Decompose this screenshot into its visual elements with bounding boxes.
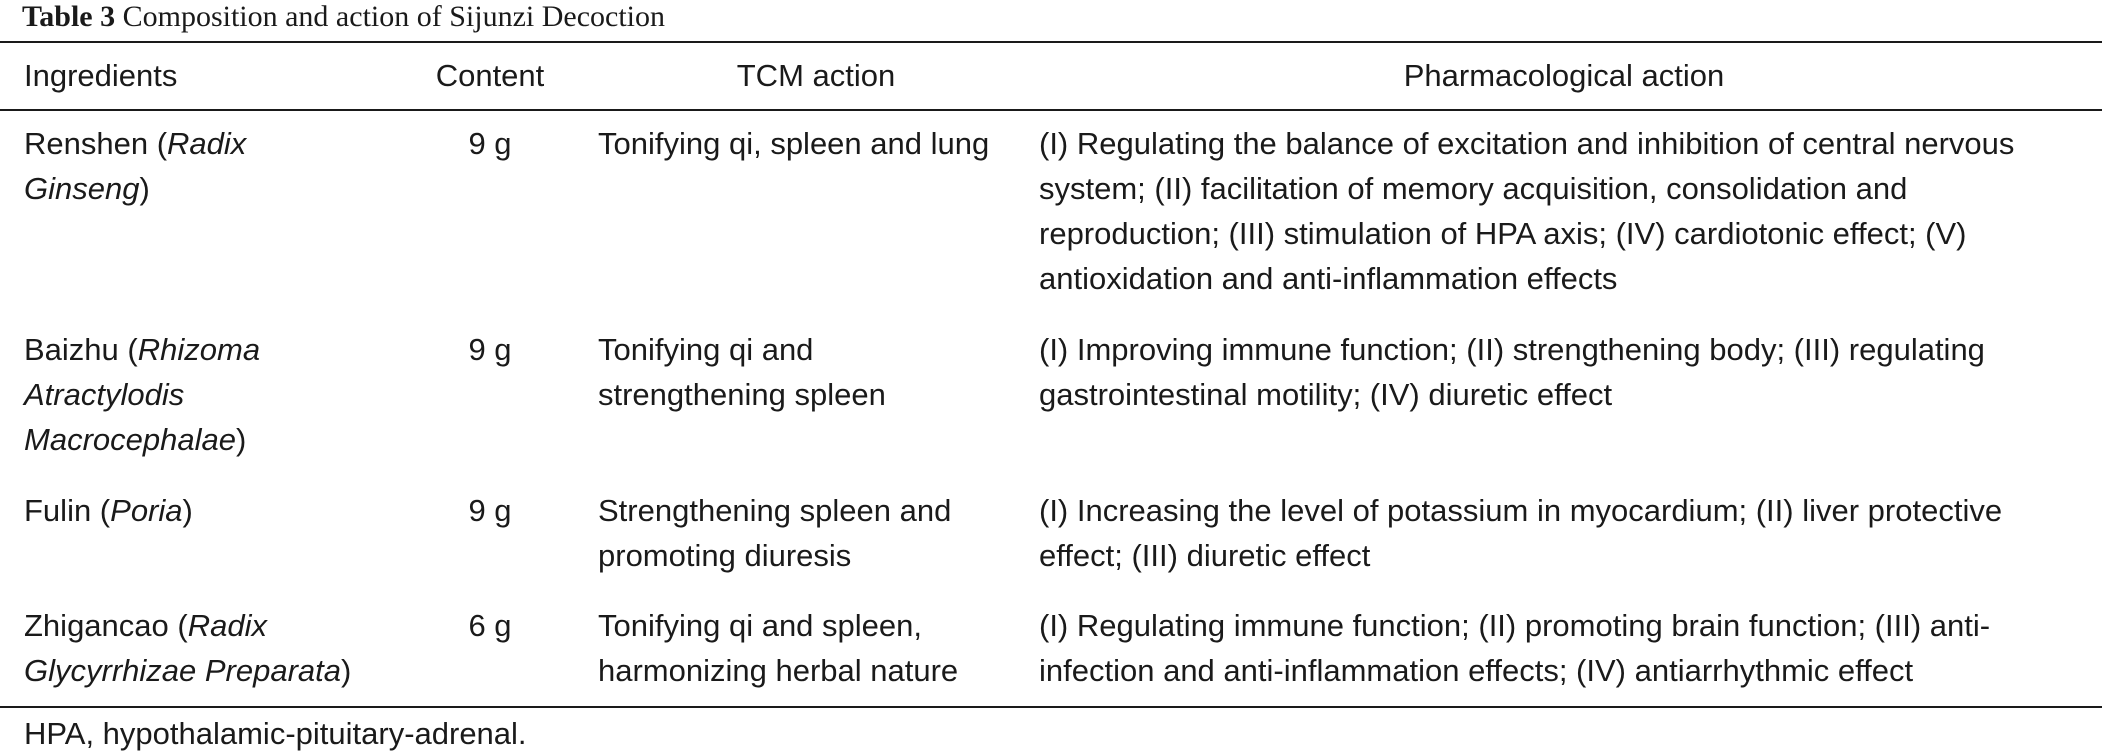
table-caption bbox=[22, 0, 665, 34]
table-row-ingredient bbox=[24, 121, 324, 211]
table-top-rule bbox=[0, 41, 2102, 43]
header-tcm-action: TCM action bbox=[736, 58, 896, 93]
table-row-pharmacological-action: (I) Regulating immune function; (II) promoting brain function; (III) anti-infection and anti-inflammation effects; (IV) antiarrhythmic effect bbox=[1039, 608, 1991, 688]
ingredient-name: Renshen ( bbox=[24, 126, 168, 161]
table-row-ingredient bbox=[24, 327, 324, 462]
ingredient-latin-name: Poria bbox=[110, 493, 183, 528]
table-row-content: 9 g bbox=[468, 332, 512, 367]
table-row-content: 9 g bbox=[468, 493, 512, 528]
ingredient-name: Zhigancao ( bbox=[24, 608, 188, 643]
ingredient-close: ) bbox=[182, 493, 193, 528]
table-bottom-rule bbox=[0, 706, 2102, 708]
table-row-pharmacological-action: (I) Regulating the balance of excitation and inhibition of central nervous system; (II) facilitation of memory acquisition, consolidation and reproduction; (III) stimulation of HPA axis; (IV) cardiotonic effect; (V) antioxidation and anti-inflammation effects bbox=[1039, 126, 2015, 296]
table-caption-text: Composition and action of Sijunzi Decoction bbox=[122, 0, 666, 33]
table-row-tcm-action: Tonifying qi, spleen and lung bbox=[598, 126, 990, 161]
header-content: Content bbox=[435, 58, 545, 93]
table-caption-label: Table 3 bbox=[22, 0, 116, 33]
ingredient-close: ) bbox=[139, 171, 150, 206]
ingredient-name: Baizhu ( bbox=[24, 332, 138, 367]
header-pharmacological-action: Pharmacological action bbox=[1403, 58, 1725, 93]
table-row-content: 9 g bbox=[468, 126, 512, 161]
ingredient-latin-name: Rhizoma Atractylodis Macrocephalae bbox=[24, 332, 261, 457]
ingredient-name: Fulin ( bbox=[24, 493, 111, 528]
ingredient-close: ) bbox=[235, 422, 247, 457]
table-row-tcm-action: Tonifying qi and strengthening spleen bbox=[598, 332, 886, 412]
table-row-pharmacological-action: (I) Increasing the level of potassium in myocardium; (II) liver protective effect; (III) diuretic effect bbox=[1039, 493, 2003, 573]
header-ingredients: Ingredients bbox=[24, 58, 178, 93]
table-row-ingredient bbox=[24, 603, 404, 693]
table-row-pharmacological-action: (I) Improving immune function; (II) strengthening body; (III) regulating gastrointestinal motility; (IV) diuretic effect bbox=[1039, 332, 1985, 412]
ingredient-latin-name: Radix Ginseng bbox=[24, 126, 247, 206]
table-row-content: 6 g bbox=[468, 608, 512, 643]
ingredient-close: ) bbox=[341, 653, 352, 688]
ingredient-latin-name: Radix Glycyrrhizae Preparata bbox=[24, 608, 342, 688]
table-header-rule bbox=[0, 109, 2102, 111]
table-row-tcm-action: Tonifying qi and spleen, harmonizing herbal nature bbox=[598, 608, 959, 688]
table-row-tcm-action: Strengthening spleen and promoting diuresis bbox=[598, 493, 952, 573]
table-footnote: HPA, hypothalamic-pituitary-adrenal. bbox=[24, 716, 527, 751]
table-row-ingredient bbox=[24, 488, 324, 533]
